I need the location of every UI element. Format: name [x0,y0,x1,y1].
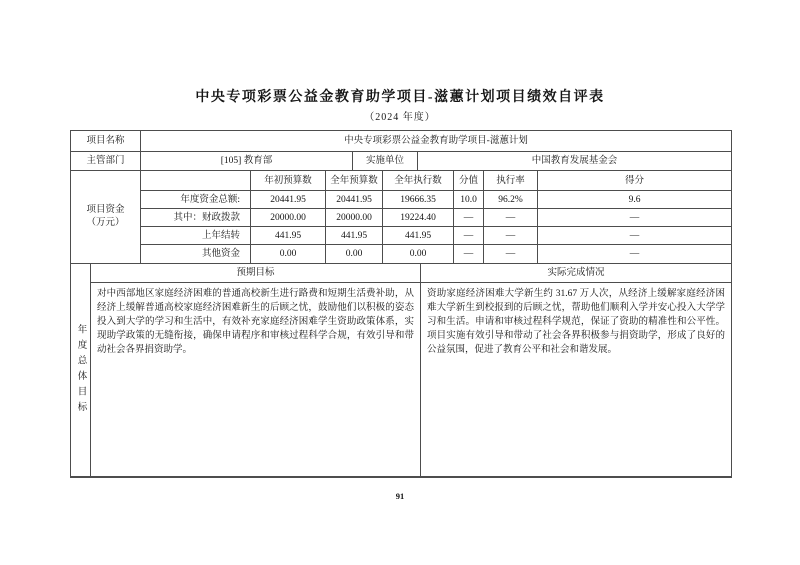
score-cell: — [629,212,640,223]
funding-row-total [141,191,731,209]
annual-budget-cell: 20000.00 [326,209,383,226]
executed-header: 全年执行数 [383,171,454,190]
actual-result-text: 资助家庭经济困难大学新生约 31.67 万人次，从经济上缓解家庭经济困难大学新生到校报到的后顾之忧，帮助他们顺利入学并安心投入大学学习和生活。申请和审核过程科学规范，保证了资助的精准性和公平性。项目实施有效引导和带动了社会各界积极参与捐资助学，形成了良好的公益氛围，促进了教育公平和社会和谐发展。 [427,289,725,355]
implementing-unit-label: 实施单位 [353,152,418,170]
annual-goal-group-label: 年度总体目标 [75,323,86,417]
points-cell: — [454,227,484,244]
execution-rate-cell: — [484,245,538,263]
department-value: [105] 教育部 [141,152,353,170]
executed-cell: 19224.40 [383,209,454,226]
project-name-row [71,131,731,152]
page-subtitle: （2024 年度） [364,112,436,123]
score-cell: 9.6 [628,194,641,205]
execution-rate-cell: 96.2% [484,191,538,208]
executed-cell: 19666.35 [383,191,454,208]
funding-group-label-line1: 项目资金 [86,205,125,215]
funding-row-label: 其他资金 [141,245,251,263]
initial-budget-cell: 20441.95 [251,191,326,208]
initial-budget-cell: 20000.00 [251,209,326,226]
project-name-label: 项目名称 [71,131,141,151]
expected-goal-header: 预期目标 [91,264,421,282]
expected-goal-text: 对中西部地区家庭经济困难的普通高校新生进行路费和短期生活费补助，从经济上缓解普通高校家庭经济困难新生的后顾之忧，鼓励他们以积极的姿态投入到大学的学习和生活中，有效补充家庭经济困难学生资助政策体系，实现助学政策的无缝衔接，确保申请程序和审核过程科学合规，有效引导和带动社会各界捐资助学。 [91,283,421,476]
initial-budget-cell: 0.00 [251,245,326,263]
execution-rate-cell: — [484,227,538,244]
funding-section [71,171,731,264]
funding-row-carryover [141,227,731,245]
funding-group-label [71,171,141,263]
goal-header-row [91,264,731,283]
points-cell: — [454,209,484,226]
funding-row-fiscal [141,209,731,227]
self-evaluation-table [70,130,732,478]
actual-result-header: 实际完成情况 [547,268,605,278]
annual-goal-subtable [91,264,731,476]
annual-budget-cell: 441.95 [326,227,383,244]
annual-budget-cell: 20441.95 [326,191,383,208]
annual-budget-cell: 0.00 [326,245,383,263]
score-cell: — [629,230,640,241]
funding-header-row [141,171,731,191]
goal-body-row [91,283,731,476]
funding-row-label-header [141,171,251,190]
funding-row-label: 其中：财政拨款 [141,209,251,226]
page-title: 中央专项彩票公益金教育助学项目-滋蕙计划项目绩效自评表 [195,90,605,105]
execution-rate-header: 执行率 [484,171,538,190]
annual-budget-header: 全年预算数 [326,171,383,190]
executed-cell: 0.00 [383,245,454,263]
implementing-unit-value: 中国教育发展基金会 [531,156,618,166]
funding-row-label: 年度资金总额: [141,191,251,208]
score-cell: — [629,249,640,259]
project-name-value: 中央专项彩票公益金教育助学项目-滋蕙计划 [344,136,528,146]
initial-budget-cell: 441.95 [251,227,326,244]
executed-cell: 441.95 [383,227,454,244]
page-number: 91 [395,491,405,501]
execution-rate-cell: — [484,209,538,226]
funding-row-other [141,245,731,263]
points-header: 分值 [454,171,484,190]
funding-group-label-line2: （万元） [86,218,125,228]
initial-budget-header: 年初预算数 [251,171,326,190]
department-label: 主管部门 [71,152,141,170]
points-cell: — [454,245,484,263]
points-cell: 10.0 [454,191,484,208]
annual-goal-section [71,264,731,476]
annual-goal-group-label-cell [71,264,91,476]
funding-subtable [141,171,731,263]
department-row [71,152,731,171]
score-header: 得分 [624,175,644,186]
funding-row-label: 上年结转 [141,227,251,244]
